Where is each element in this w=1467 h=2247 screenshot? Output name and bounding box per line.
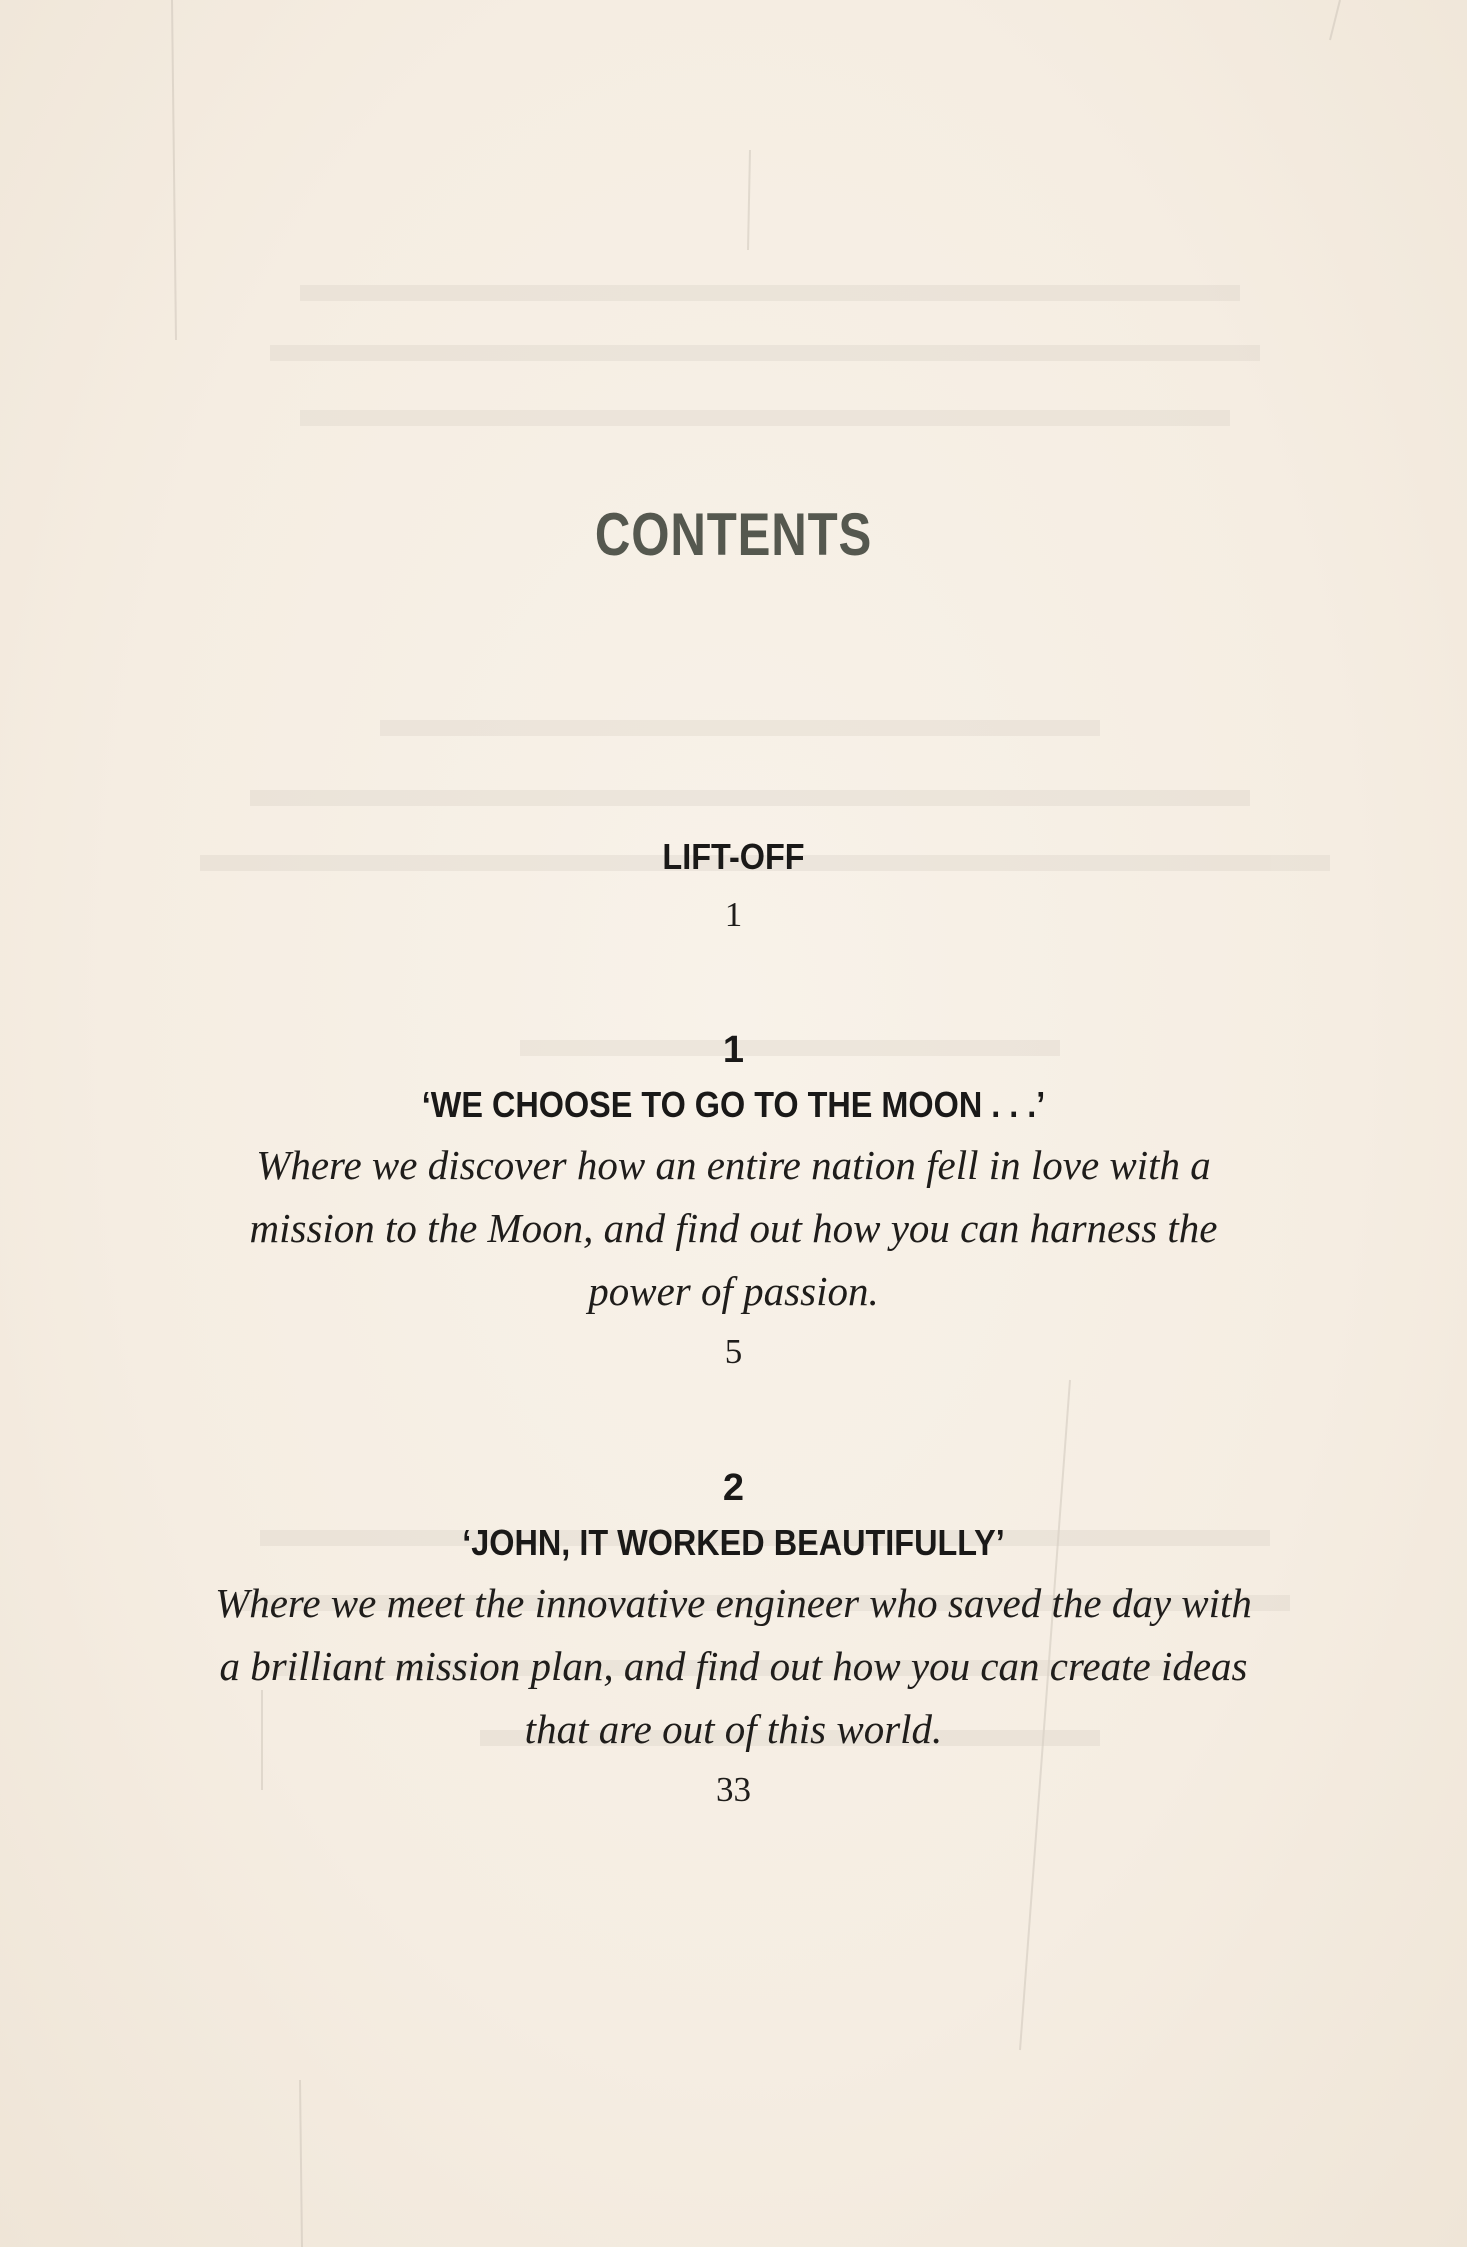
toc-entry-liftoff[interactable] [0,832,1467,942]
chapter-description: Where we discover how an entire nation fell in love with a mission to the Moon, and find out how you can harness the power of passion. [249,1142,1218,1314]
toc-entry-page: 5 [724,1332,743,1371]
toc-entry-title: LIFT-OFF [662,836,805,877]
chapter-number: 2 [722,1467,745,1509]
chapter-description: Where we meet the innovative engineer who saved the day with a brilliant mission plan, and find out how you can create ideas that are out of this world. [215,1580,1252,1752]
chapter-number: 1 [722,1029,745,1071]
toc-entry-chapter-2[interactable] [0,1466,1467,1817]
toc-entry-page: 1 [724,895,743,934]
toc-entry-title: ‘JOHN, IT WORKED BEAUTIFULLY’ [462,1522,1005,1563]
toc-entry-page: 33 [716,1770,751,1809]
toc-entry-chapter-1[interactable] [0,1028,1467,1379]
contents-heading: CONTENTS [594,501,873,568]
toc-entry-title: ‘WE CHOOSE TO GO TO THE MOON . . .’ [421,1084,1046,1125]
